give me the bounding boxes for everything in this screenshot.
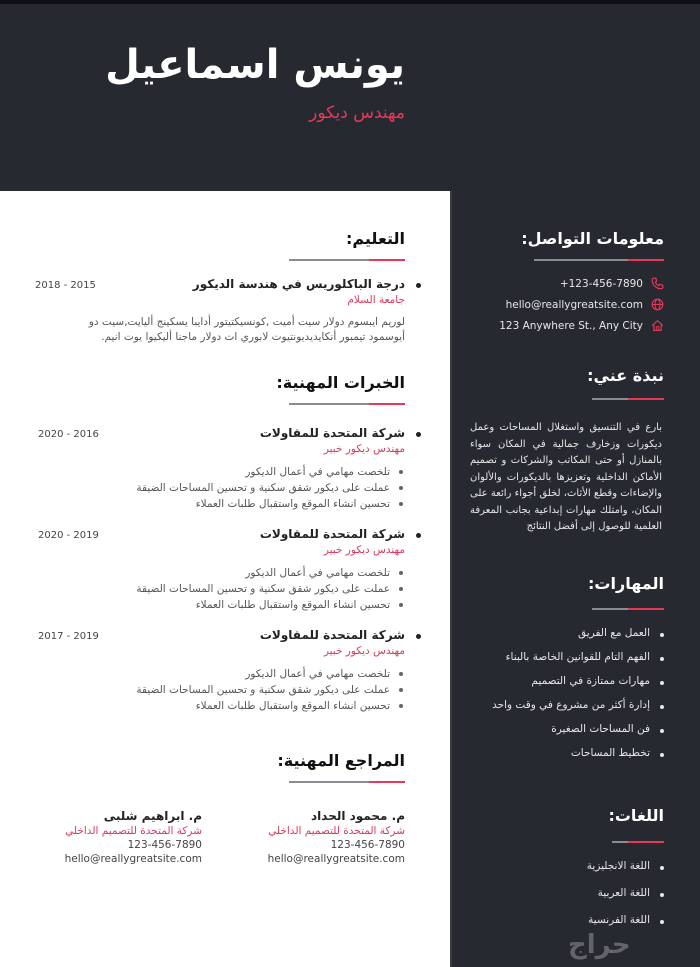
reference-card xyxy=(268,809,405,865)
references-title: المراجع المهنية: xyxy=(277,751,405,770)
about-title: نبذة عني: xyxy=(587,366,664,385)
reference-card xyxy=(65,809,202,865)
contact-title: معلومات التواصل: xyxy=(521,229,664,248)
contact-address-row xyxy=(499,319,664,332)
reference-name: م. ابراهيم شلبى xyxy=(103,809,202,823)
job-date: 2017 - 2019 xyxy=(38,631,99,642)
job-entry xyxy=(260,426,405,455)
job-task: عملت على ديكور شقق سكنية و تحسين المساحات الضيقة xyxy=(136,480,405,496)
job-tasks xyxy=(136,464,405,512)
skill-item: فن المساحات الصغيرة xyxy=(492,723,664,735)
education-entry xyxy=(193,277,405,306)
language-item: اللغة العربية xyxy=(587,887,664,899)
bullet xyxy=(416,533,421,538)
contact-underline xyxy=(534,259,664,261)
job-date: 2020 - 2019 xyxy=(38,530,99,541)
experience-title: الخبرات المهنية: xyxy=(276,373,405,392)
job-tasks xyxy=(136,666,405,714)
job-task: عملت على ديكور شقق سكنية و تحسين المساحات الضيقة xyxy=(136,682,405,698)
job-company: شركة المتحدة للمقاولات xyxy=(259,527,405,541)
skill-item: مهارات ممتازة في التصميم xyxy=(492,675,664,687)
job-task: تلخصت مهامي في أعمال الديكور xyxy=(136,565,405,581)
bullet xyxy=(416,634,421,639)
home-icon xyxy=(651,319,664,332)
language-item: اللغة الانجليزية xyxy=(587,860,664,872)
reference-name: م. محمود الحداد xyxy=(311,809,405,823)
about-underline xyxy=(592,398,664,400)
bullet xyxy=(416,432,421,437)
skill-item: إدارة أكثر من مشروع في وقت واحد xyxy=(492,699,664,711)
job-role: مهندس ديكور خبير xyxy=(323,645,405,657)
job-task: تحسين انشاء الموقع واستقبال طلبات العملاء xyxy=(136,496,405,512)
skill-item: العمل مع الفريق xyxy=(492,627,664,639)
contact-phone: +123-456-7890 xyxy=(559,277,643,290)
about-text: بارع في التنسيق واستغلال المساحات وعمل ديكورات وزخارف جمالية في المكان سواء بالمنازل أو حتى المكاتب والشركات و تصميم الأماكن الداخلية وتعزيزها بالديكورات والألوان والإضاءات وقطع الأثاث، لخلق أجواء رائعة على المكان، وامتلك مهارات إبداعية بجانب المعرفة العلمية للوصول إلى أفضل النتائج xyxy=(470,422,662,532)
watermark-logo: حراج xyxy=(568,930,631,960)
reference-company: شركة المتحدة للتصميم الداخلي xyxy=(65,825,202,837)
references-underline xyxy=(289,781,405,783)
job-date: 2020 - 2016 xyxy=(38,429,99,440)
job-role: مهندس ديكور خبير xyxy=(323,544,405,556)
contact-email-row xyxy=(506,298,664,311)
experience-underline xyxy=(289,403,405,405)
skills-list xyxy=(492,627,664,759)
language-item: اللغة الفرنسية xyxy=(587,914,664,926)
education-degree: درجة الباكلوريس في هندسة الديكور xyxy=(192,277,405,291)
job-task: تلخصت مهامي في أعمال الديكور xyxy=(136,464,405,480)
candidate-job-title: مهندس ديكور xyxy=(309,103,405,123)
education-university: جامعة السلام xyxy=(347,294,405,306)
job-task: تحسين انشاء الموقع واستقبال طلبات العملاء xyxy=(136,698,405,714)
skill-item: الفهم التام للقوانين الخاصة بالبناء xyxy=(492,651,664,663)
languages-underline xyxy=(612,841,664,843)
job-entry xyxy=(260,628,405,657)
job-task: عملت على ديكور شقق سكنية و تحسين المساحات الضيقة xyxy=(136,581,405,597)
reference-email: hello@reallygreatsite.com xyxy=(267,853,405,865)
contact-phone-row xyxy=(560,277,664,290)
skill-item: تخطيط المساحات xyxy=(492,747,664,759)
job-task: تلخصت مهامي في أعمال الديكور xyxy=(136,666,405,682)
education-date: 2018 - 2015 xyxy=(35,280,96,291)
languages-title: اللغات: xyxy=(608,806,664,825)
skills-underline xyxy=(592,608,664,610)
job-task: تحسين انشاء الموقع واستقبال طلبات العملاء xyxy=(136,597,405,613)
reference-phone: 123-456-7890 xyxy=(330,839,405,851)
job-company: شركة المتحدة للمقاولات xyxy=(259,628,405,642)
skills-title: المهارات: xyxy=(588,574,664,593)
job-company: شركة المتحدة للمقاولات xyxy=(259,426,405,440)
reference-phone: 123-456-7890 xyxy=(127,839,202,851)
contact-email: hello@reallygreatsite.com xyxy=(505,298,643,311)
education-title: التعليم: xyxy=(345,229,405,248)
bullet xyxy=(416,283,421,288)
contact-address: 123 Anywhere St., Any City xyxy=(499,319,643,332)
job-tasks xyxy=(136,565,405,613)
job-entry xyxy=(260,527,405,556)
job-role: مهندس ديكور خبير xyxy=(323,443,405,455)
languages-list xyxy=(587,860,664,926)
globe-icon xyxy=(651,298,664,311)
candidate-name: يونس اسماعيل xyxy=(105,42,405,88)
phone-icon xyxy=(651,277,664,290)
reference-company: شركة المتحدة للتصميم الداخلي xyxy=(268,825,405,837)
education-description: لوريم ايبسوم دولار سيت أميت ,كونسيكتيتور أدايبا يسكينج أليايت,سيت دو أيوسمود تيمبور أنكايديديونتيوت لابوري ات دولار ماجنا أليكيوا يوت انيم. xyxy=(88,316,405,343)
education-underline xyxy=(289,259,405,261)
resume-header xyxy=(0,4,700,191)
reference-email: hello@reallygreatsite.com xyxy=(64,853,202,865)
